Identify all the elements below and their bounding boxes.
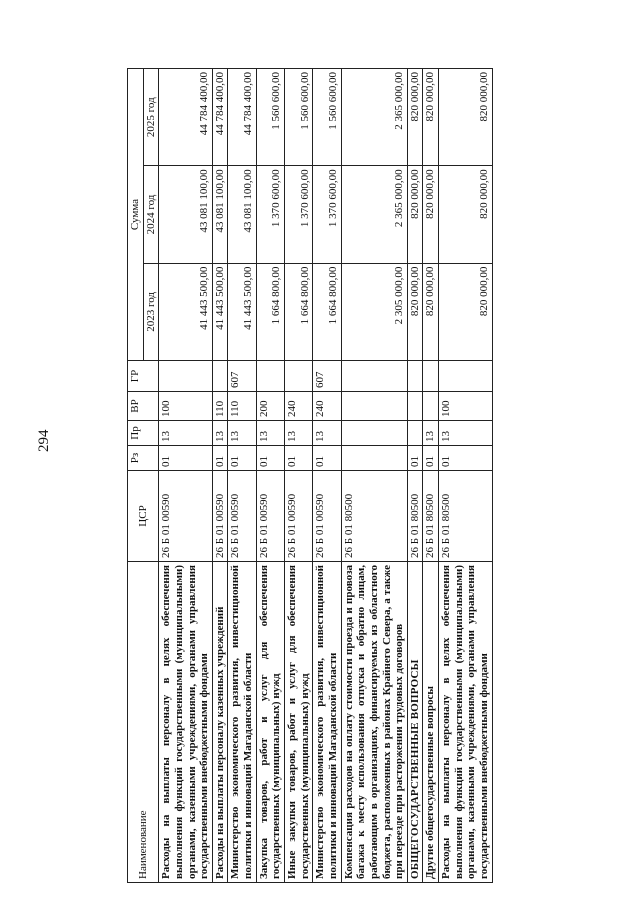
row-2024: 1 370 600,00	[256, 166, 284, 263]
row-pr: 13	[313, 421, 341, 446]
row-gr	[407, 361, 423, 392]
row-rz: 01	[407, 446, 423, 471]
row-pr: 13	[285, 421, 313, 446]
row-name: Расходы на выплаты персоналу в целях обеспечения выполнения функций государственными (муниципальными) органами, казенными учреждениями, органами управления государственными внебюджетными фондами	[439, 562, 493, 883]
header-gr: ГР	[128, 361, 159, 392]
table-header-row	[128, 69, 144, 883]
row-2025: 2 365 000,00	[341, 69, 407, 166]
row-vr	[407, 392, 423, 421]
row-2025: 44 784 400,00	[228, 69, 256, 166]
row-csr: 26 Б 01 00590	[228, 471, 256, 562]
row-2025: 44 784 400,00	[159, 69, 213, 166]
row-gr: 607	[228, 361, 256, 392]
row-name: Министерство экономического развития, инвестиционной политики и инноваций Магаданской области	[228, 562, 256, 883]
header-sum: Сумма	[128, 69, 144, 361]
row-name: Расходы на выплаты персоналу казенных учреждений	[212, 562, 228, 883]
row-pr: 13	[212, 421, 228, 446]
page-number: 294	[36, 429, 52, 452]
header-2025: 2025 год	[143, 69, 159, 166]
row-pr: 13	[423, 421, 439, 446]
table-row	[407, 69, 423, 883]
row-2023: 820 000,00	[407, 263, 423, 360]
row-vr: 110	[212, 392, 228, 421]
row-2024: 43 081 100,00	[212, 166, 228, 263]
row-csr: 26 Б 01 80500	[439, 471, 493, 562]
row-rz: 01	[285, 446, 313, 471]
row-name: Компенсация расходов на оплату стоимости проезда и провоза багажа к месту использования отпуска и обратно лицам, работающим в организациях, финансируемых из областного бюджета, расположенных в районах Крайнего Севера, а также при переезде при расторжении трудовых договоров	[341, 562, 407, 883]
row-vr: 100	[159, 392, 213, 421]
row-2025: 820 000,00	[407, 69, 423, 166]
row-name: Министерство экономического развития, инвестиционной политики и инноваций Магаданской области	[313, 562, 341, 883]
table-row	[228, 69, 256, 883]
row-pr: 13	[228, 421, 256, 446]
row-csr: 26 Б 01 80500	[407, 471, 423, 562]
row-vr: 110	[228, 392, 256, 421]
row-vr	[341, 392, 407, 421]
row-2025: 820 000,00	[423, 69, 439, 166]
row-csr: 26 Б 01 00590	[256, 471, 284, 562]
row-rz: 01	[212, 446, 228, 471]
table-row	[212, 69, 228, 883]
row-pr: 13	[256, 421, 284, 446]
row-name: ОБЩЕГОСУДАРСТВЕННЫЕ ВОПРОСЫ	[407, 562, 423, 883]
row-2024: 43 081 100,00	[228, 166, 256, 263]
row-gr: 607	[313, 361, 341, 392]
table-row	[423, 69, 439, 883]
row-gr	[285, 361, 313, 392]
row-2024: 820 000,00	[439, 166, 493, 263]
row-rz: 01	[256, 446, 284, 471]
row-2023: 41 443 500,00	[212, 263, 228, 360]
row-2025: 820 000,00	[439, 69, 493, 166]
row-2025: 1 560 600,00	[256, 69, 284, 166]
row-2023: 1 664 800,00	[256, 263, 284, 360]
row-2024: 2 365 000,00	[341, 166, 407, 263]
table-row	[341, 69, 407, 883]
header-rz: Рз	[128, 446, 159, 471]
table-row	[159, 69, 213, 883]
row-pr	[407, 421, 423, 446]
table-row	[256, 69, 284, 883]
row-pr: 13	[159, 421, 213, 446]
table-row	[439, 69, 493, 883]
row-rz: 01	[228, 446, 256, 471]
header-name: Наименование	[128, 562, 159, 883]
row-rz: 01	[313, 446, 341, 471]
table-row	[313, 69, 341, 883]
row-vr: 240	[285, 392, 313, 421]
row-pr: 13	[439, 421, 493, 446]
row-vr	[423, 392, 439, 421]
row-2024: 43 081 100,00	[159, 166, 213, 263]
row-gr	[159, 361, 213, 392]
row-2023: 820 000,00	[439, 263, 493, 360]
row-csr: 26 Б 01 00590	[285, 471, 313, 562]
row-2024: 820 000,00	[407, 166, 423, 263]
row-vr: 100	[439, 392, 493, 421]
row-gr	[423, 361, 439, 392]
row-csr: 26 Б 01 00590	[212, 471, 228, 562]
row-rz	[341, 446, 407, 471]
row-vr: 240	[313, 392, 341, 421]
row-name: Другие общегосударственные вопросы	[423, 562, 439, 883]
row-2023: 41 443 500,00	[159, 263, 213, 360]
row-2024: 1 370 600,00	[313, 166, 341, 263]
header-2024: 2024 год	[143, 166, 159, 263]
row-2023: 41 443 500,00	[228, 263, 256, 360]
row-2023: 1 664 800,00	[285, 263, 313, 360]
row-2025: 1 560 600,00	[313, 69, 341, 166]
header-csr: ЦСР	[128, 471, 159, 562]
row-pr	[341, 421, 407, 446]
row-name: Расходы на выплаты персоналу в целях обеспечения выполнения функций государственными (муниципальными) органами, казенными учреждениями, органами управления государственными внебюджетными фондами	[159, 562, 213, 883]
table-row	[285, 69, 313, 883]
budget-table	[127, 68, 493, 883]
row-2023: 2 305 000,00	[341, 263, 407, 360]
header-pr: Пр	[128, 421, 159, 446]
row-2024: 820 000,00	[423, 166, 439, 263]
row-csr: 26 Б 01 00590	[159, 471, 213, 562]
row-2023: 1 664 800,00	[313, 263, 341, 360]
row-csr: 26 Б 01 80500	[423, 471, 439, 562]
row-rz: 01	[423, 446, 439, 471]
row-2025: 44 784 400,00	[212, 69, 228, 166]
header-vr: ВР	[128, 392, 159, 421]
header-2023: 2023 год	[143, 263, 159, 360]
row-rz: 01	[159, 446, 213, 471]
row-vr: 200	[256, 392, 284, 421]
row-2024: 1 370 600,00	[285, 166, 313, 263]
row-gr	[341, 361, 407, 392]
row-csr: 26 Б 01 80500	[341, 471, 407, 562]
row-csr: 26 Б 01 00590	[313, 471, 341, 562]
row-gr	[439, 361, 493, 392]
row-rz: 01	[439, 446, 493, 471]
row-2025: 1 560 600,00	[285, 69, 313, 166]
row-name: Закупка товаров, работ и услуг для обеспечения государственных (муниципальных) нужд	[256, 562, 284, 883]
row-name: Иные закупки товаров, работ и услуг для обеспечения государственных (муниципальных) нужд	[285, 562, 313, 883]
row-gr	[256, 361, 284, 392]
row-2023: 820 000,00	[423, 263, 439, 360]
row-gr	[212, 361, 228, 392]
budget-table-container	[127, 68, 587, 883]
